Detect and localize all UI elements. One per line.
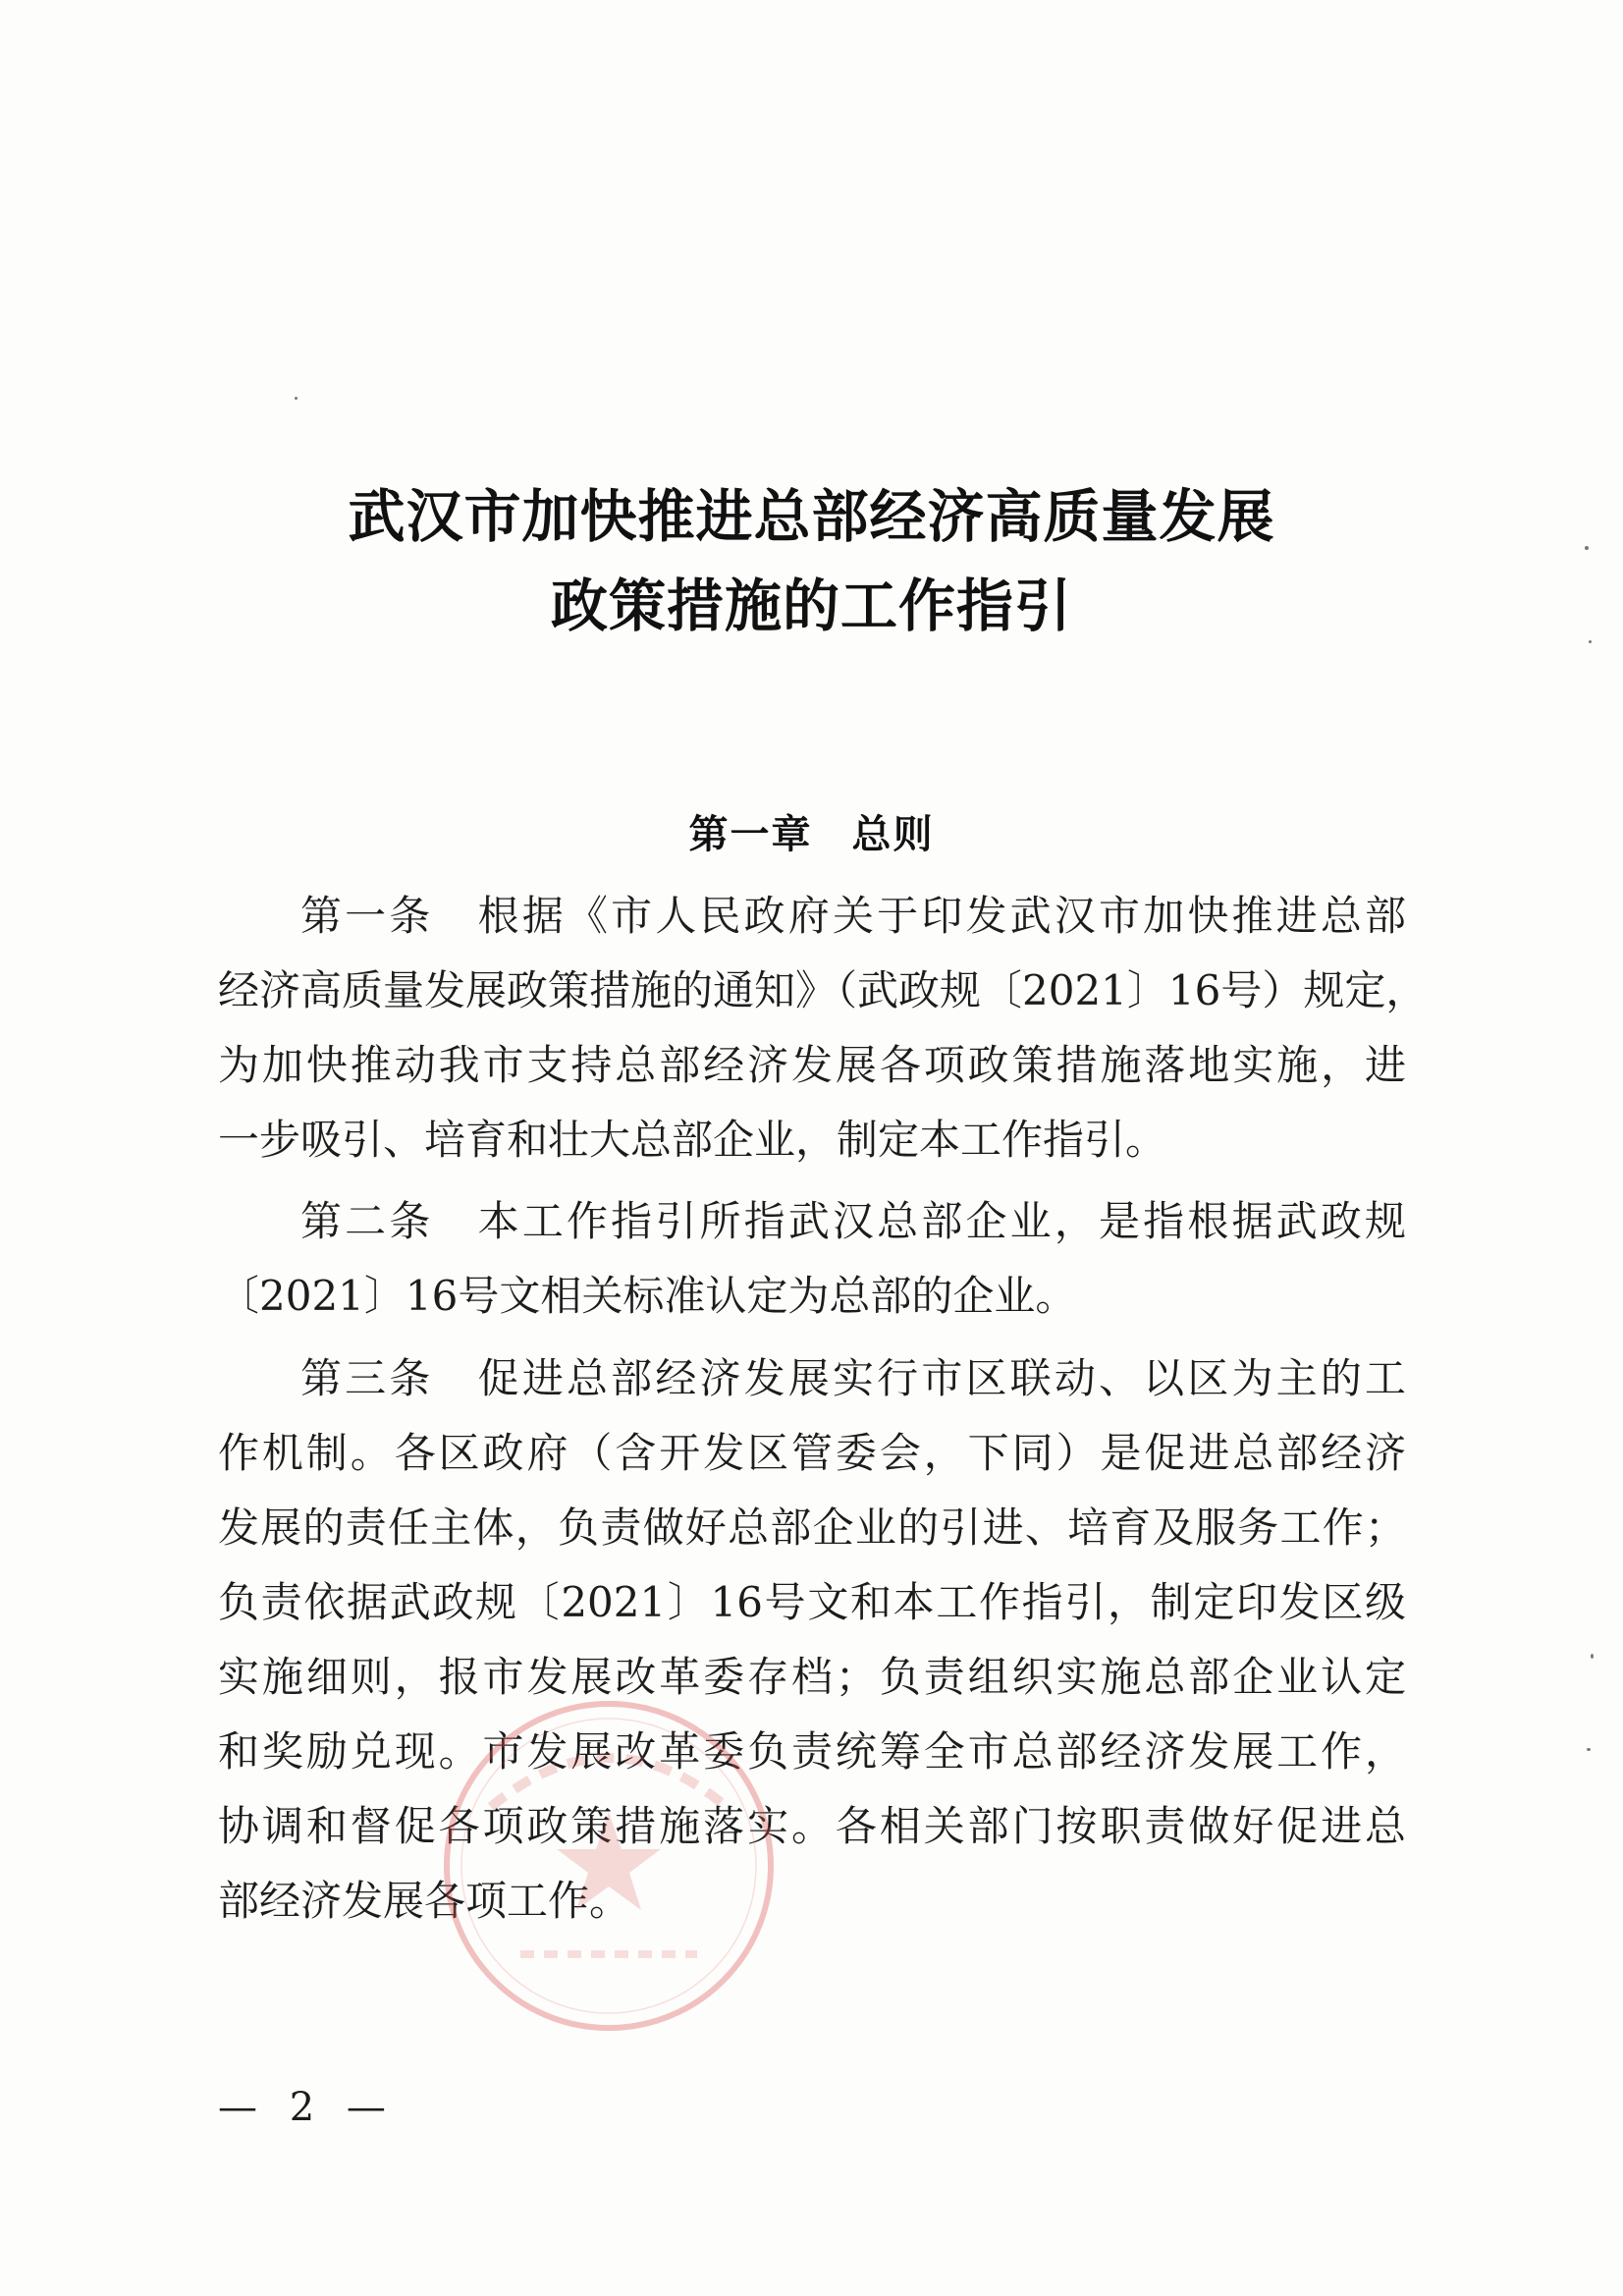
article-3-line-1: 第三条 促进总部经济发展实行市区联动、以区为主的工 — [300, 1354, 1406, 1402]
article-2-line-1: 第二条 本工作指引所指武汉总部企业，是指根据武政规 — [300, 1197, 1406, 1245]
scan-speck — [1585, 546, 1589, 550]
document-title-line-1: 武汉市加快推进总部经济高质量发展 — [348, 483, 1275, 550]
article-1-line-1: 第一条 根据《市人民政府关于印发武汉市加快推进总部 — [300, 892, 1406, 940]
scan-speck — [1591, 1654, 1594, 1659]
article-3-line-6: 和奖励兑现。市发展改革委负责统筹全市总部经济发展工作， — [218, 1727, 1406, 1776]
document-title-line-2: 政策措施的工作指引 — [550, 573, 1072, 639]
chapter-name: 总则 — [851, 812, 935, 857]
article-2-line-2: 〔2021〕16号文相关标准认定为总部的企业。 — [218, 1272, 1077, 1320]
article-3-line-2: 作机制。各区政府（含开发区管委会，下同）是促进总部经济 — [218, 1429, 1406, 1477]
scan-speck — [295, 397, 298, 400]
article-3-line-4: 负责依据武政规〔2021〕16号文和本工作指引，制定印发区级 — [218, 1578, 1406, 1626]
article-1-line-3: 为加快推动我市支持总部经济发展各项政策措施落地实施，进 — [218, 1041, 1406, 1089]
article-1-line-2: 经济高质量发展政策措施的通知》（武政规〔2021〕16号）规定， — [218, 966, 1428, 1014]
article-3-line-3: 发展的责任主体，负责做好总部企业的引进、培育及服务工作； — [218, 1503, 1406, 1552]
scan-speck — [1589, 640, 1592, 643]
article-3-line-8: 部经济发展各项工作。 — [218, 1877, 631, 1925]
chapter-label: 第一章 — [688, 812, 813, 857]
page-number: — 2 — — [218, 2085, 396, 2130]
article-3-line-7: 协调和督促各项政策措施落实。各相关部门按职责做好促进总 — [218, 1802, 1406, 1850]
article-1-line-4: 一步吸引、培育和壮大总部企业，制定本工作指引。 — [218, 1116, 1167, 1164]
chapter-heading — [0, 812, 1623, 857]
article-3-line-5: 实施细则，报市发展改革委存档；负责组织实施总部企业认定 — [218, 1653, 1406, 1701]
scan-speck — [1587, 1748, 1591, 1751]
